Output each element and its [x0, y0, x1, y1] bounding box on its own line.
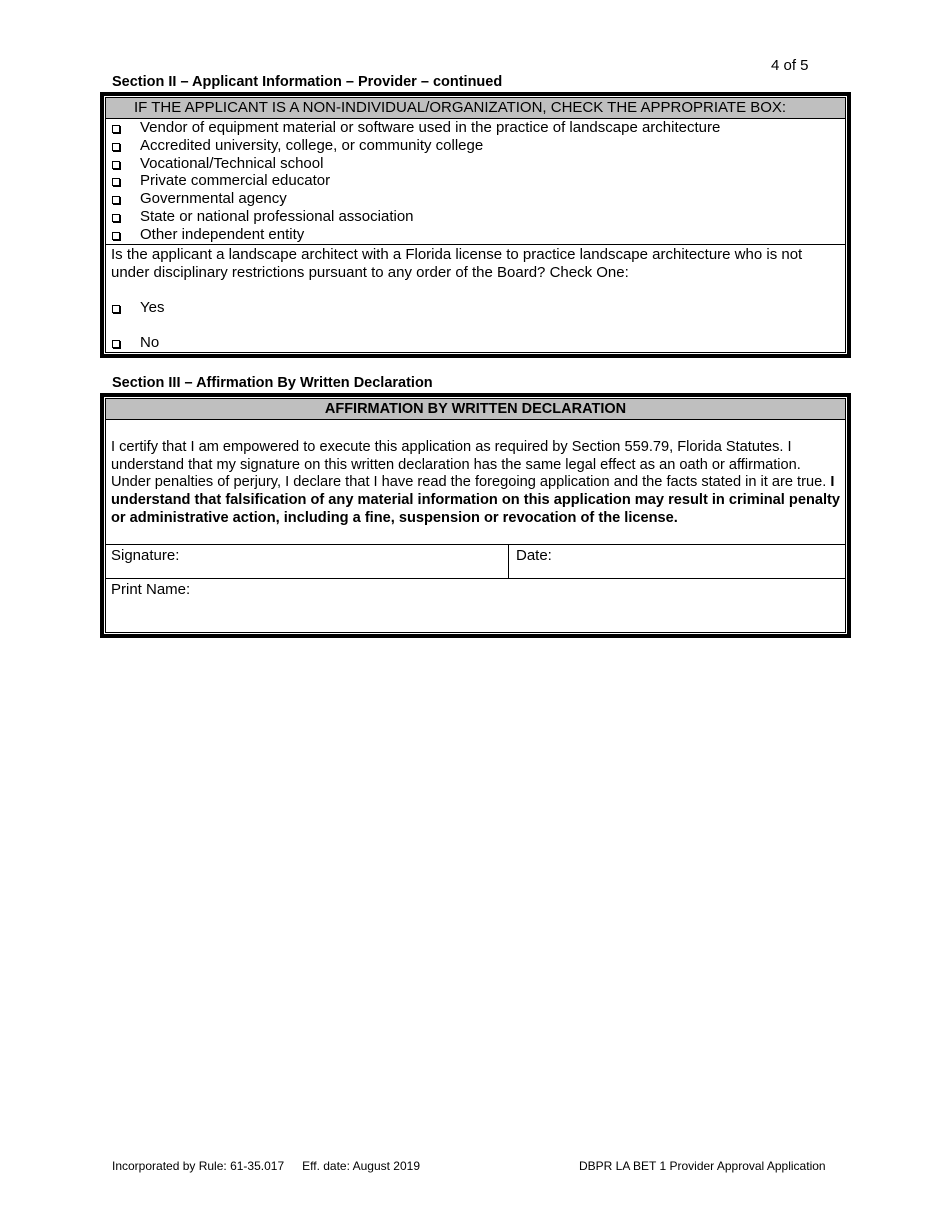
declaration-text: I certify that I am empowered to execute this application as required by Section 559.79, Florida Statutes. I understand that my signature on this written declaration has the same legal effect as an oath or affirmation. Under penalties of perjury, I declare that I have read the foregoing application and the facts stated in it are true. I understand that falsification of any material information on this application may result in criminal penalty or administrative action, including a fine, suspension or revocation of the license.	[111, 439, 841, 526]
print-name-label: Print Name:	[111, 581, 191, 598]
option-professional-association[interactable]: State or national professional association	[106, 208, 845, 226]
checkbox-icon[interactable]	[112, 161, 120, 169]
option-governmental-agency[interactable]: Governmental agency	[106, 190, 845, 208]
option-vendor[interactable]: Vendor of equipment material or software used in the practice of landscape architecture	[106, 119, 845, 137]
option-accredited-university[interactable]: Accredited university, college, or community college	[106, 137, 845, 155]
checkbox-icon[interactable]	[112, 125, 120, 133]
answer-no[interactable]: No	[106, 334, 845, 352]
date-label: Date:	[516, 547, 552, 564]
date-field[interactable]	[509, 545, 845, 578]
applicant-type-header: IF THE APPLICANT IS A NON-INDIVIDUAL/ORGANIZATION, CHECK THE APPROPRIATE BOX:	[106, 98, 845, 119]
footer-rule: Incorporated by Rule: 61-35.017	[112, 1159, 285, 1173]
signature-label: Signature:	[111, 547, 180, 564]
footer-eff-date: Eff. date: August 2019	[302, 1159, 420, 1173]
checkbox-icon[interactable]	[112, 178, 120, 186]
footer-form-title: DBPR LA BET 1 Provider Approval Application	[579, 1159, 826, 1173]
checkbox-icon[interactable]	[112, 196, 120, 204]
section-3-heading: Section III – Affirmation By Written Declaration	[112, 375, 433, 391]
section-2-heading: Section II – Applicant Information – Provider – continued	[112, 74, 503, 90]
affirmation-header: AFFIRMATION BY WRITTEN DECLARATION	[106, 399, 845, 420]
signature-date-row	[106, 544, 845, 578]
option-private-educator[interactable]: Private commercial educator	[106, 172, 845, 190]
signature-field[interactable]	[106, 545, 509, 578]
applicant-type-box	[100, 92, 851, 358]
checkbox-icon[interactable]	[112, 232, 120, 240]
print-name-field[interactable]	[106, 579, 845, 612]
checkbox-icon[interactable]	[112, 340, 120, 348]
option-vocational-school[interactable]: Vocational/Technical school	[106, 155, 845, 173]
license-question: Is the applicant a landscape architect with a Florida license to practice landscape architecture who is not under disciplinary restrictions pursuant to any order of the Board? Check One:	[111, 246, 803, 281]
declaration-warning: I understand that falsification of any material information on this application may result in criminal penalty or administrative action, including a fine, suspension or revocation of the license.	[111, 474, 841, 526]
applicant-type-options	[106, 119, 845, 245]
page-number: 4 of 5	[771, 57, 809, 74]
checkbox-icon[interactable]	[112, 143, 120, 151]
print-name-row	[106, 578, 845, 612]
checkbox-icon[interactable]	[112, 305, 120, 313]
affirmation-box	[100, 393, 851, 638]
footer-rule-info	[112, 1159, 420, 1173]
checkbox-icon[interactable]	[112, 214, 120, 222]
option-other-entity[interactable]: Other independent entity	[106, 226, 845, 244]
answer-yes[interactable]: Yes	[106, 299, 845, 317]
